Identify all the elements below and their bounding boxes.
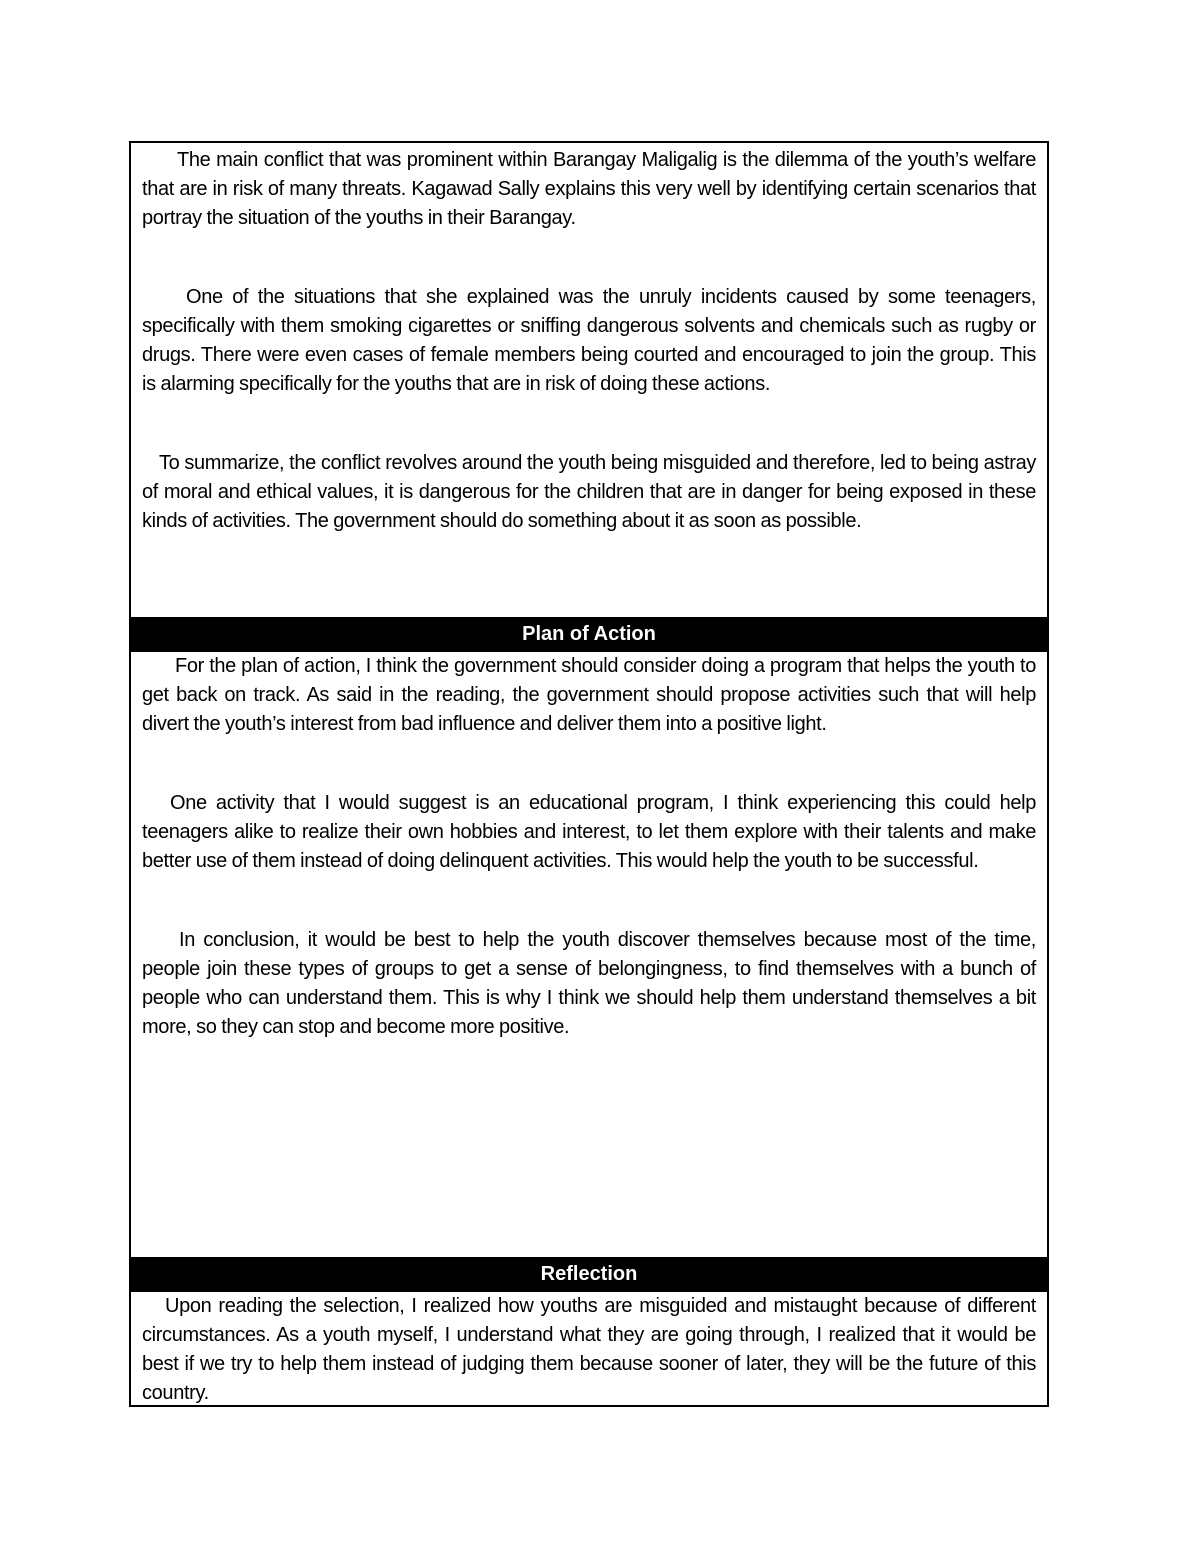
conflict-paragraph-1: The main conflict that was prominent within Barangay Maligalig is the dilemma of the youth’s welfare that are in risk of many threats. Kagawad Sally explains this very well by identifying certain scenarios that portray the situation of the youths in their Barangay. <box>142 149 1036 229</box>
paragraph-spacer <box>142 739 1036 789</box>
reflection-section <box>131 1292 1047 1406</box>
conflict-section <box>131 146 1047 621</box>
reflection-paragraph-1: Upon reading the selection, I realized how youths are misguided and mistaught because of different circumstances. As a youth myself, I understand what they are going through, I realized that it would be best if we try to help them instead of judging them because sooner of later, they will be the future of this country. <box>142 1295 1036 1404</box>
paragraph-spacer <box>142 399 1036 449</box>
plan-paragraph-1: For the plan of action, I think the government should consider doing a program that helps the youth to get back on track. As said in the reading, the government should propose activities such that will help divert the youth’s interest from bad influence and deliver them into a positive light. <box>142 655 1036 735</box>
paragraph-spacer <box>142 233 1036 283</box>
plan-paragraph-2: One activity that I would suggest is an educational program, I think experiencing this could help teenagers alike to realize their own hobbies and interest, to let them explore with their talents and make better use of them instead of doing delinquent activities. This would help the youth to be successful. <box>142 792 1036 872</box>
document-table <box>129 141 1049 1407</box>
plan-of-action-heading: Plan of Action <box>131 619 1047 650</box>
reflection-heading: Reflection <box>131 1259 1047 1290</box>
plan-paragraph-3: In conclusion, it would be best to help the youth discover themselves because most of the time, people join these types of groups to get a sense of belongingness, to find themselves with a bunch of people who can understand them. This is why I think we should help them understand themselves a bit more, so they can stop and become more positive. <box>142 929 1036 1038</box>
plan-of-action-section <box>131 652 1047 1257</box>
paragraph-spacer <box>142 876 1036 926</box>
conflict-paragraph-3: To summarize, the conflict revolves around the youth being misguided and therefore, led to being astray of moral and ethical values, it is dangerous for the children that are in danger for being exposed in these kinds of activities. The government should do something about it as soon as possible. <box>142 452 1036 532</box>
conflict-paragraph-2: One of the situations that she explained was the unruly incidents caused by some teenagers, specifically with them smoking cigarettes or sniffing dangerous solvents and chemicals such as rugby or drugs. There were even cases of female members being courted and encouraged to join the group. This is alarming specifically for the youths that are in risk of doing these actions. <box>142 286 1036 395</box>
